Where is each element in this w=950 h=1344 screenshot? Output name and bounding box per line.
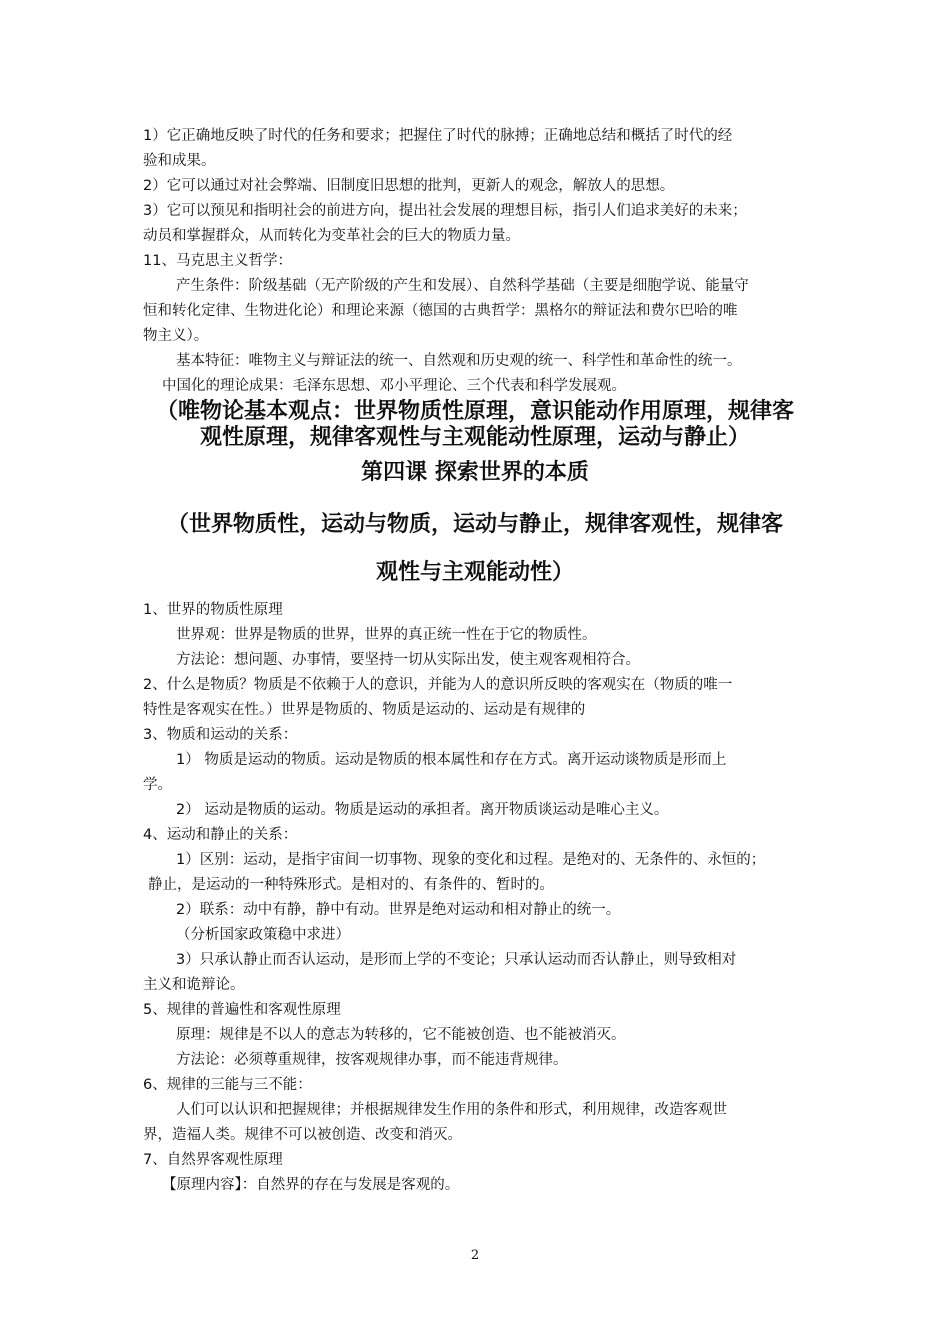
paragraph-line: 恒和转化定律、生物进化论）和理论来源（德国的古典哲学：黑格尔的辩证法和费尔巴哈的唯 (143, 303, 738, 319)
bold-heading-line: 观性原理，规律客观性与主观能动性原理，运动与静止） (199, 425, 750, 450)
paragraph-line: 验和成果。 (143, 153, 216, 169)
paragraph-line: 学。 (143, 777, 172, 793)
lesson-title: 第四课 探索世界的本质 (361, 460, 589, 485)
paragraph-line: 2） 运动是物质的运动。物质是运动的承担者。离开物质谈运动是唯心主义。 (176, 802, 669, 818)
paragraph-line: 1）它正确地反映了时代的任务和要求；把握住了时代的脉搏；正确地总结和概括了时代的经 (143, 128, 733, 144)
paragraph-line: 3）只承认静止而否认运动，是形而上学的不变论；只承认运动而否认静止，则导致相对 (176, 952, 737, 968)
section-heading: 6、规律的三能与三不能： (143, 1077, 312, 1093)
section-heading: 7、自然界客观性原理 (143, 1152, 283, 1168)
paragraph-line: 原理：规律是不以人的意志为转移的，它不能被创造、也不能被消灭。 (176, 1027, 626, 1043)
paragraph-line: 2、什么是物质？物质是不依赖于人的意识，并能为人的意识所反映的客观实在（物质的唯一 (143, 677, 733, 693)
paragraph-line: 方法论：想问题、办事情，要坚持一切从实际出发，使主观客观相符合。 (176, 652, 640, 668)
section-heading: 3、物质和运动的关系： (143, 727, 298, 743)
bold-heading-line: （唯物论基本观点：世界物质性原理，意识能动作用原理，规律客 (155, 399, 794, 424)
paragraph-line: 基本特征：唯物主义与辩证法的统一、自然观和历史观的统一、科学性和革命性的统一。 (176, 353, 742, 369)
paragraph-line: 人们可以认识和把握规律；并根据规律发生作用的条件和形式，利用规律，改造客观世 (176, 1102, 727, 1118)
paragraph-line: 世界观：世界是物质的世界，世界的真正统一性在于它的物质性。 (176, 627, 597, 643)
paragraph-line: 2）它可以通过对社会弊端、旧制度旧思想的批判，更新人的观念，解放人的思想。 (143, 178, 675, 194)
section-heading: 4、运动和静止的关系： (143, 827, 298, 843)
paragraph-line: 静止，是运动的一种特殊形式。是相对的、有条件的、暂时的。 (148, 877, 554, 893)
lesson-subtitle-line: 观性与主观能动性） (375, 560, 574, 585)
section-heading: 1、世界的物质性原理 (143, 602, 283, 618)
paragraph-line: 2）联系：动中有静，静中有动。世界是绝对运动和相对静止的统一。 (176, 902, 621, 918)
paragraph-line: 动员和掌握群众，从而转化为变革社会的巨大的物质力量。 (143, 228, 520, 244)
page-number: 2 (470, 1248, 480, 1263)
paragraph-line: 3）它可以预见和指明社会的前进方向，提出社会发展的理想目标，指引人们追求美好的未来； (143, 203, 747, 219)
paragraph-line: 1） 物质是运动的物质。运动是物质的根本属性和存在方式。离开运动谈物质是形而上 (176, 752, 727, 768)
paragraph-line: 主义和诡辩论。 (143, 977, 245, 993)
lesson-subtitle-line: （世界物质性，运动与物质，运动与静止，规律客观性，规律客 (166, 512, 783, 537)
paragraph-line: 产生条件：阶级基础（无产阶级的产生和发展）、自然科学基础（主要是细胞学说、能量守 (176, 278, 749, 294)
paragraph-line: 【原理内容】：自然界的存在与发展是客观的。 (162, 1177, 460, 1193)
paragraph-line: 中国化的理论成果：毛泽东思想、邓小平理论、三个代表和科学发展观。 (162, 378, 626, 394)
paragraph-line: 特性是客观实在性。）世界是物质的、物质是运动的、运动是有规律的 (143, 702, 586, 718)
paragraph-line: 界，造福人类。规律不可以被创造、改变和消灭。 (143, 1127, 462, 1143)
paragraph-line: 方法论：必须尊重规律，按客观规律办事，而不能违背规律。 (176, 1052, 568, 1068)
section-heading: 5、规律的普遍性和客观性原理 (143, 1002, 341, 1018)
paragraph-line: 物主义）。 (143, 328, 209, 344)
paragraph-line: 1）区别：运动，是指宇宙间一切事物、现象的变化和过程。是绝对的、无条件的、永恒的； (176, 852, 766, 868)
paragraph-line: （分析国家政策稳中求进） (176, 927, 350, 943)
section-heading: 11、马克思主义哲学： (143, 253, 292, 269)
